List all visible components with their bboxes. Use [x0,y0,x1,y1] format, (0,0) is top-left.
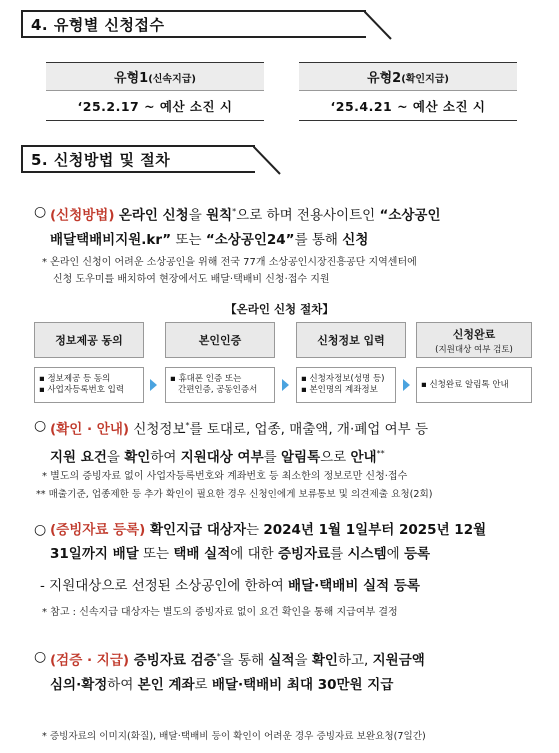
step-complete-detail: ▪ 신청완료 알림톡 안내 [416,367,532,403]
section-5-header [21,145,281,175]
type-1-name: 유형1 [114,71,149,86]
bullet-2-line-1: (확인 · 안내) 신청정보*를 토대로, 업종, 매출액, 개·폐업 여부 등 [50,421,429,438]
step-input-detail: ▪ 신청자정보(성명 등) ▪ 본인명의 계좌정보 [296,367,396,403]
arrow-right-icon [403,379,410,391]
step-complete-box: 신청완료 (지원대상 여부 검토) [416,322,532,358]
bullet-confirm-notify [34,414,545,469]
bullet-apply-method [34,200,545,252]
step-consent-box: 정보제공 동의 [34,322,144,358]
bullet-1-note-2: 신청 도우미를 배치하여 현장에서도 배달·택배비 신청·접수 지원 [53,274,330,285]
arrow-right-icon [150,379,157,391]
type-2-header [299,62,517,91]
bullet-verify-pay [34,645,545,697]
step-auth-box: 본인인증 [165,322,275,358]
type-1-column [46,62,264,121]
bullet-1-note-1: * 온라인 신청이 어려운 소상공인을 위해 전국 77개 소상공인시장진흥공단 지역센터에 [42,257,417,268]
type-2-sub: (확인지급) [401,74,449,85]
bullet-3-note-1: * 참고 : 신속지급 대상자는 별도의 증빙자료 없이 요건 확인을 통해 지급여부 결정 [42,607,398,618]
circle-bullet-icon: ○ [34,418,47,434]
bullet-1-line-1: (신청방법) 온라인 신청을 원칙*으로 하며 전용사이트인 “소상공인 [50,207,441,224]
process-title: 【온라인 신청 절차】 [225,302,334,316]
step-input-box: 신청정보 입력 [296,322,406,358]
header-slant-decoration [253,145,283,175]
bullet-4-line-1: (검증 · 지급) 증빙자료 검증*을 통해 실적을 확인하고, 지원금액 [50,652,425,669]
type-2-column [299,62,517,121]
circle-bullet-icon: ○ [34,522,47,538]
bullet-evidence-register [34,518,545,566]
bullet-2-line-2: 지원 요건을 확인하여 지원대상 여부를 알림톡으로 안내** [50,448,385,465]
type-2-date: ‘25.4.21 ~ 예산 소진 시 [299,91,517,121]
type-1-header [46,62,264,91]
type-2-name: 유형2 [367,71,402,86]
bullet-2-note-2: ** 매출기준, 업종제한 등 추가 확인이 필요한 경우 신청인에게 보류통보 및 의견제출 요청(2회) [36,489,433,500]
arrow-right-icon [282,379,289,391]
bullet-3-line-2: 31일까지 배달 또는 택배 실적에 대한 증빙자료를 시스템에 등록 [50,546,431,562]
header-slant-decoration [364,10,394,40]
section-5-title: 5. 신청방법 및 절차 [31,151,171,169]
circle-bullet-icon: ○ [34,649,47,665]
bullet-2-note-1: * 별도의 증빙자료 없이 사업자등록번호와 계좌번호 등 최소한의 정보로만 신청·접수 [42,471,408,482]
bullet-4-note-1: * 증빙자료의 이미지(화질), 배달·택배비 등이 확인이 어려운 경우 증빙자료 보완요청(7일간) [42,731,426,742]
circle-bullet-icon: ○ [34,204,47,220]
step-auth-detail: ▪ 휴대폰 인증 또는 간편인증, 공동인증서 [165,367,275,403]
bullet-3-dash-line: - 지원대상으로 선정된 소상공인에 한하여 배달·택배비 실적 등록 [40,578,420,594]
bullet-4-line-2: 심의·확정하여 본인 계좌로 배달·택배비 최대 30만원 지급 [50,676,394,693]
bullet-1-line-2: 배달택배비지원.kr” 또는 “소상공인24”를 통해 신청 [50,231,369,248]
type-1-sub: (신속지급) [148,74,196,85]
step-consent-detail: ▪ 정보제공 등 동의 ▪ 사업자등록번호 입력 [34,367,144,403]
type-1-date: ‘25.2.17 ~ 예산 소진 시 [46,91,264,121]
bullet-3-line-1: (증빙자료 등록) 확인지급 대상자는 2024년 1월 1일부터 2025년 12월 [50,522,487,538]
section-4-header [21,10,391,40]
section-4-title: 4. 유형별 신청접수 [31,16,165,34]
